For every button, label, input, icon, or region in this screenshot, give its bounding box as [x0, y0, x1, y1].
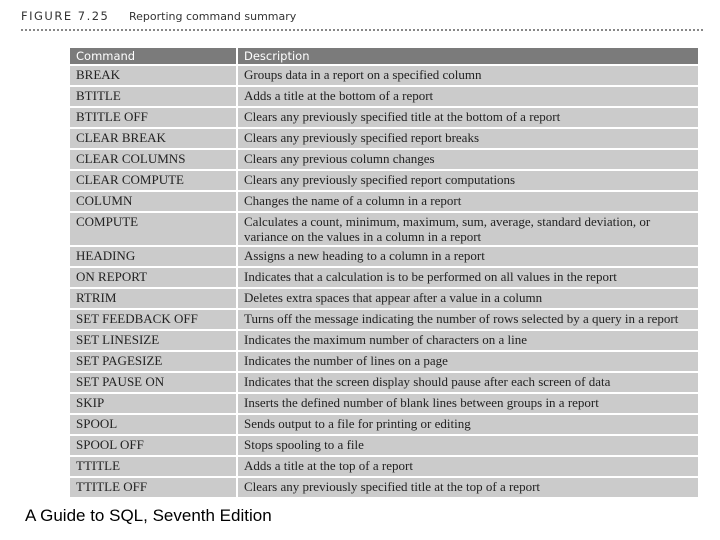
cell-description: Sends output to a file for printing or editing	[237, 414, 699, 435]
header-command: Command	[69, 47, 237, 65]
table-row	[69, 309, 699, 330]
cell-description: Calculates a count, minimum, maximum, sum, average, standard deviation, or variance on the values in a column in a report	[237, 212, 699, 246]
table-row	[69, 351, 699, 372]
table-row	[69, 435, 699, 456]
cell-description: Adds a title at the top of a report	[237, 456, 699, 477]
cell-description: Indicates that a calculation is to be performed on all values in the report	[237, 267, 699, 288]
cell-command: SET PAUSE ON	[69, 372, 237, 393]
table-row	[69, 212, 699, 246]
table-row	[69, 414, 699, 435]
cell-description: Clears any previously specified report breaks	[237, 128, 699, 149]
cell-command: SKIP	[69, 393, 237, 414]
table-row	[69, 267, 699, 288]
dotted-divider	[21, 29, 703, 31]
figure-number: FIGURE 7.25	[21, 9, 110, 23]
table-row	[69, 246, 699, 267]
header-description: Description	[237, 47, 699, 65]
cell-command: COMPUTE	[69, 212, 237, 246]
table-row	[69, 86, 699, 107]
cell-command: SET PAGESIZE	[69, 351, 237, 372]
cell-command: BTITLE OFF	[69, 107, 237, 128]
table-body	[69, 65, 699, 498]
cell-command: COLUMN	[69, 191, 237, 212]
cell-command: TTITLE OFF	[69, 477, 237, 498]
cell-description: Clears any previously specified title at the top of a report	[237, 477, 699, 498]
table-row	[69, 107, 699, 128]
cell-description: Indicates that the screen display should pause after each screen of data	[237, 372, 699, 393]
cell-description: Clears any previously specified report computations	[237, 170, 699, 191]
cell-description: Turns off the message indicating the number of rows selected by a query in a report	[237, 309, 699, 330]
cell-description: Adds a title at the bottom of a report	[237, 86, 699, 107]
cell-description: Clears any previous column changes	[237, 149, 699, 170]
table-row	[69, 170, 699, 191]
table-row	[69, 477, 699, 498]
table-row	[69, 393, 699, 414]
table-header-row	[69, 47, 699, 65]
table-row	[69, 191, 699, 212]
cell-description: Indicates the number of lines on a page	[237, 351, 699, 372]
table-row	[69, 65, 699, 86]
cell-command: TTITLE	[69, 456, 237, 477]
table-row	[69, 330, 699, 351]
table-row	[69, 372, 699, 393]
cell-description: Assigns a new heading to a column in a report	[237, 246, 699, 267]
command-summary-table	[68, 46, 700, 499]
figure-title	[21, 9, 296, 23]
figure-caption: Reporting command summary	[129, 10, 297, 23]
cell-command: BTITLE	[69, 86, 237, 107]
footer-book-title: A Guide to SQL, Seventh Edition	[25, 506, 272, 525]
cell-description: Deletes extra spaces that appear after a value in a column	[237, 288, 699, 309]
cell-command: SET FEEDBACK OFF	[69, 309, 237, 330]
cell-command: ON REPORT	[69, 267, 237, 288]
cell-command: CLEAR COMPUTE	[69, 170, 237, 191]
table-row	[69, 128, 699, 149]
table-row	[69, 288, 699, 309]
table-row	[69, 456, 699, 477]
cell-command: SET LINESIZE	[69, 330, 237, 351]
cell-description: Inserts the defined number of blank lines between groups in a report	[237, 393, 699, 414]
cell-description: Clears any previously specified title at the bottom of a report	[237, 107, 699, 128]
cell-command: HEADING	[69, 246, 237, 267]
cell-command: CLEAR BREAK	[69, 128, 237, 149]
cell-command: CLEAR COLUMNS	[69, 149, 237, 170]
cell-command: SPOOL	[69, 414, 237, 435]
table-row	[69, 149, 699, 170]
cell-command: SPOOL OFF	[69, 435, 237, 456]
cell-description: Indicates the maximum number of characters on a line	[237, 330, 699, 351]
cell-command: RTRIM	[69, 288, 237, 309]
cell-description: Stops spooling to a file	[237, 435, 699, 456]
cell-command: BREAK	[69, 65, 237, 86]
cell-description: Changes the name of a column in a report	[237, 191, 699, 212]
cell-description: Groups data in a report on a specified column	[237, 65, 699, 86]
